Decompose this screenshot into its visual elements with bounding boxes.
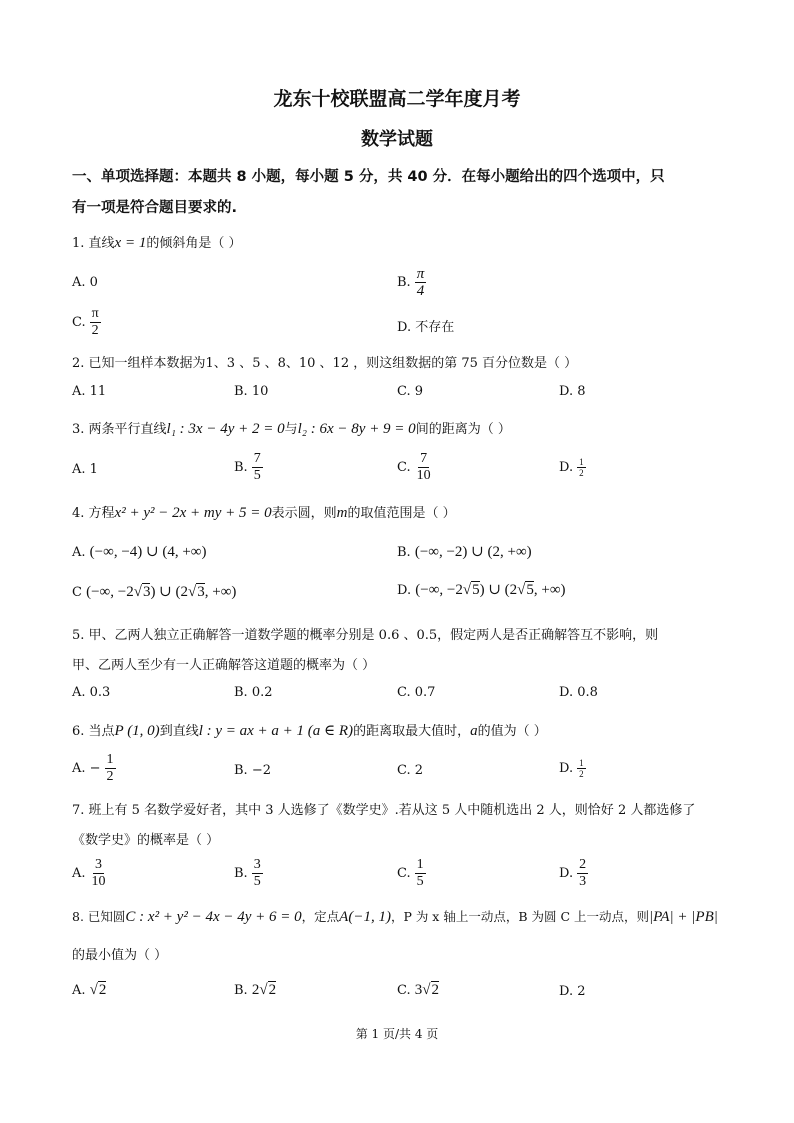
q1-option-a[interactable]: A. 0 [72,275,98,290]
fraction: $\frac{2}{3}$ [579,857,587,889]
question-7-stem-line1: 7. 班上有 5 名数学爱好者，其中 3 人选修了《数学史》.若从这 5 人中随机选出 2 人，则恰好 2 人都选修了 [72,803,696,818]
question-7-stem-line2: 《数学史》的概率是（ ） [72,833,220,848]
q3-option-b[interactable]: B. $\frac{7}{5}$ [234,451,261,483]
q3-option-d[interactable]: D. $\frac{1}{2}$ [559,457,584,478]
q7-option-d[interactable]: D. $\frac{2}{3}$ [559,857,587,889]
q6-option-d[interactable]: D. $\frac{1}{2}$ [559,758,584,779]
q4-option-d[interactable]: D. (−∞, −2√5) ∪ (2√5, +∞) [397,582,566,598]
q7-option-c[interactable]: C. $\frac{1}{5}$ [397,857,424,889]
q6-option-a[interactable]: A. − $\frac{1}{2}$ [72,752,114,784]
q1-option-c[interactable]: C. $\frac{\pi}{2}$ [72,306,99,338]
question-4-stem: 4. 方程x² + y² − 2x + my + 5 = 0表示圆，则m的取值范围是（ ） [72,505,456,521]
q5-option-b[interactable]: B. 0.2 [234,685,273,700]
question-6-stem: 6. 当点P (1, 0)到直线l : y = ax + a + 1 (a ∈ R)的距离取最大值时，a的值为（ ） [72,723,547,739]
q4-option-b[interactable]: B. (−∞, −2) ∪ (2, +∞) [397,544,532,560]
q3-option-a[interactable]: A. 1 [72,462,98,477]
q5-option-d[interactable]: D. 0.8 [559,685,598,700]
fraction: $\frac{1}{2}$ [579,457,584,478]
q5-option-c[interactable]: C. 0.7 [397,685,436,700]
q4-option-c[interactable]: C (−∞, −2√3) ∪ (2√3, +∞) [72,584,237,600]
q2-option-c[interactable]: C. 9 [397,384,424,399]
q8-option-b[interactable]: B. 2√2 [234,982,277,998]
question-8-stem-line1: 8. 已知圆C : x² + y² − 4x − 4y + 6 = 0，定点A(−1, 1)，P 为 x 轴上一动点，B 为圆 C 上一动点，则|PA| + |PB| [72,909,718,925]
fraction: $\frac{7}{5}$ [253,451,261,483]
question-5-stem-line2: 甲、乙两人至少有一人正确解答这道题的概率为（ ） [72,658,376,673]
fraction: $\frac{1}{5}$ [416,857,424,889]
fraction: $\frac{7}{10}$ [416,451,431,483]
fraction: $\frac{1}{2}$ [579,758,584,779]
q7-option-b[interactable]: B. $\frac{3}{5}$ [234,857,261,889]
fraction: $\frac{\pi}{4}$ [416,266,425,299]
q5-option-a[interactable]: A. 0.3 [72,685,111,700]
q7-option-a[interactable]: A. $\frac{3}{10}$ [72,857,106,889]
question-1-stem: 1. 直线x = 1的倾斜角是（ ） [72,235,242,251]
exam-subtitle: 数学试题 [361,129,433,150]
question-8-stem-line2: 的最小值为（ ） [72,948,168,963]
fraction: $\frac{3}{10}$ [91,857,106,889]
section-heading-line1: 一、单项选择题：本题共 8 小题，每小题 5 分，共 40 分．在每小题给出的四个选项中，只 [72,169,665,185]
q2-option-d[interactable]: D. 8 [559,384,586,399]
q8-option-a[interactable]: A. √2 [72,982,107,998]
q4-option-a[interactable]: A. (−∞, −4) ∪ (4, +∞) [72,544,207,560]
q2-option-a[interactable]: A. 11 [72,384,107,399]
q3-option-c[interactable]: C. $\frac{7}{10}$ [397,451,431,483]
question-3-stem: 3. 两条平行直线l₁ : 3x − 4y + 2 = 0与l₂ : 6x − 8y + 9 = 0间的距离为（ ） [72,421,511,437]
q6-option-c[interactable]: C. 2 [397,763,424,778]
q1-option-d[interactable]: D. 不存在 [397,320,455,335]
page-footer: 第 1 页/共 4 页 [355,1027,439,1041]
q2-option-b[interactable]: B. 10 [234,384,269,399]
q1-option-b[interactable]: B. $\frac{\pi}{4}$ [397,266,425,299]
question-2-stem: 2. 已知一组样本数据为1、3 、5 、8、10 、12 ，则这组数据的第 75 百分位数是（ ） [72,356,578,371]
exam-title: 龙东十校联盟高二学年度月考 [273,88,521,110]
q8-option-c[interactable]: C. 3√2 [397,982,439,998]
section-heading-line2: 有一项是符合题目要求的. [72,200,238,216]
q8-option-d[interactable]: D. 2 [559,984,586,999]
fraction: $\frac{\pi}{2}$ [91,306,99,338]
fraction: $\frac{3}{5}$ [253,857,261,889]
q6-option-b[interactable]: B. −2 [234,763,271,778]
fraction: $\frac{1}{2}$ [106,752,114,784]
question-5-stem-line1: 5. 甲、乙两人独立正确解答一道数学题的概率分别是 0.6 、0.5，假定两人是否正确解答互不影响，则 [72,628,659,643]
